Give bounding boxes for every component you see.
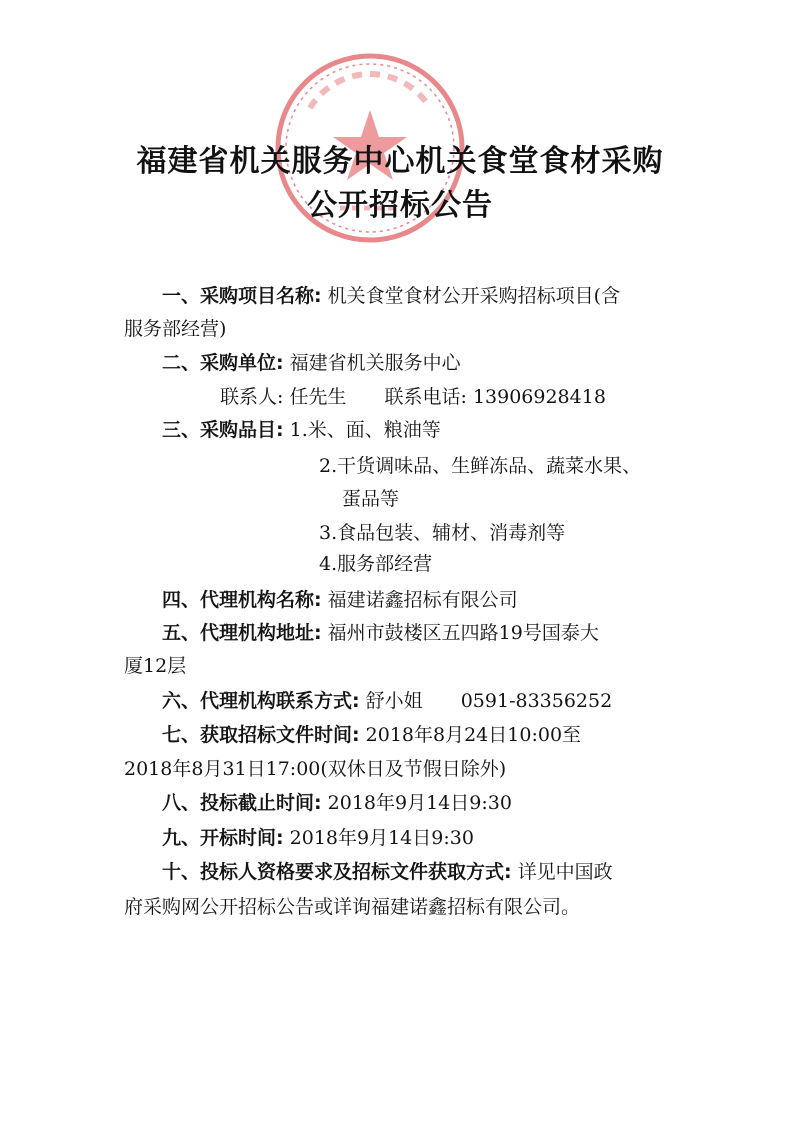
item1-value-cont: 服务部经营) — [124, 318, 227, 340]
item3-entry: 1.米、面、粮油等 — [289, 419, 441, 441]
item4-row — [162, 588, 518, 612]
item3-entry: 2.干货调味品、生鲜冻品、蔬菜水果、 — [319, 455, 642, 477]
item7-label: 七、获取招标文件时间: — [162, 724, 360, 746]
item2-label: 二、采购单位: — [162, 352, 284, 374]
item6-row — [162, 689, 612, 713]
document-title-line1: 福建省机关服务中心机关食堂食材采购 — [136, 144, 664, 179]
item1-value: 机关食堂食材公开采购招标项目(含 — [327, 285, 621, 307]
item7-value: 2018年8月24日10:00至 — [365, 724, 582, 746]
item6-phone: 0591-83356252 — [460, 690, 613, 712]
item3-entry: 4.服务部经营 — [319, 553, 433, 575]
item5-value-cont: 厦12层 — [124, 655, 187, 677]
item6-label: 六、代理机构联系方式: — [162, 690, 360, 712]
item1-row — [162, 284, 620, 308]
item2-value: 福建省机关服务中心 — [289, 352, 461, 374]
item7-value-cont: 2018年8月31日17:00(双休日及节假日除外) — [124, 758, 507, 780]
item3-entry-cont: 蛋品等 — [342, 488, 400, 510]
contact-phone: 联系电话: 13906928418 — [384, 386, 606, 408]
item8-row — [162, 791, 512, 815]
item5-label: 五、代理机构地址: — [162, 622, 322, 644]
document-title-line2: 公开招标公告 — [307, 188, 493, 223]
item10-value: 详见中国政 — [517, 861, 613, 883]
item1-label: 一、采购项目名称: — [162, 285, 322, 307]
item8-value: 2018年9月14日9:30 — [327, 792, 512, 814]
item9-row — [162, 826, 474, 850]
item10-value-cont: 府采购网公开招标公告或详询福建诺鑫招标有限公司。 — [124, 896, 581, 918]
item8-label: 八、投标截止时间: — [162, 792, 322, 814]
item6-contact: 舒小姐 — [365, 690, 423, 712]
item2-contact-row — [220, 385, 606, 409]
item5-row — [162, 621, 599, 645]
item3-row — [162, 418, 441, 442]
item9-label: 九、开标时间: — [162, 827, 284, 849]
item2-row — [162, 351, 461, 375]
item5-value: 福州市鼓楼区五四路19号国泰大 — [327, 622, 599, 644]
item7-row — [162, 723, 581, 747]
item3-entry: 3.食品包装、辅材、消毒剂等 — [319, 522, 566, 544]
item9-value: 2018年9月14日9:30 — [289, 827, 474, 849]
contact-person: 联系人: 任先生 — [220, 386, 347, 408]
item10-row — [162, 860, 613, 884]
item4-value: 福建诺鑫招标有限公司 — [327, 589, 518, 611]
item4-label: 四、代理机构名称: — [162, 589, 322, 611]
item3-label: 三、采购品目: — [162, 419, 284, 441]
item10-label: 十、投标人资格要求及招标文件获取方式: — [162, 861, 512, 883]
